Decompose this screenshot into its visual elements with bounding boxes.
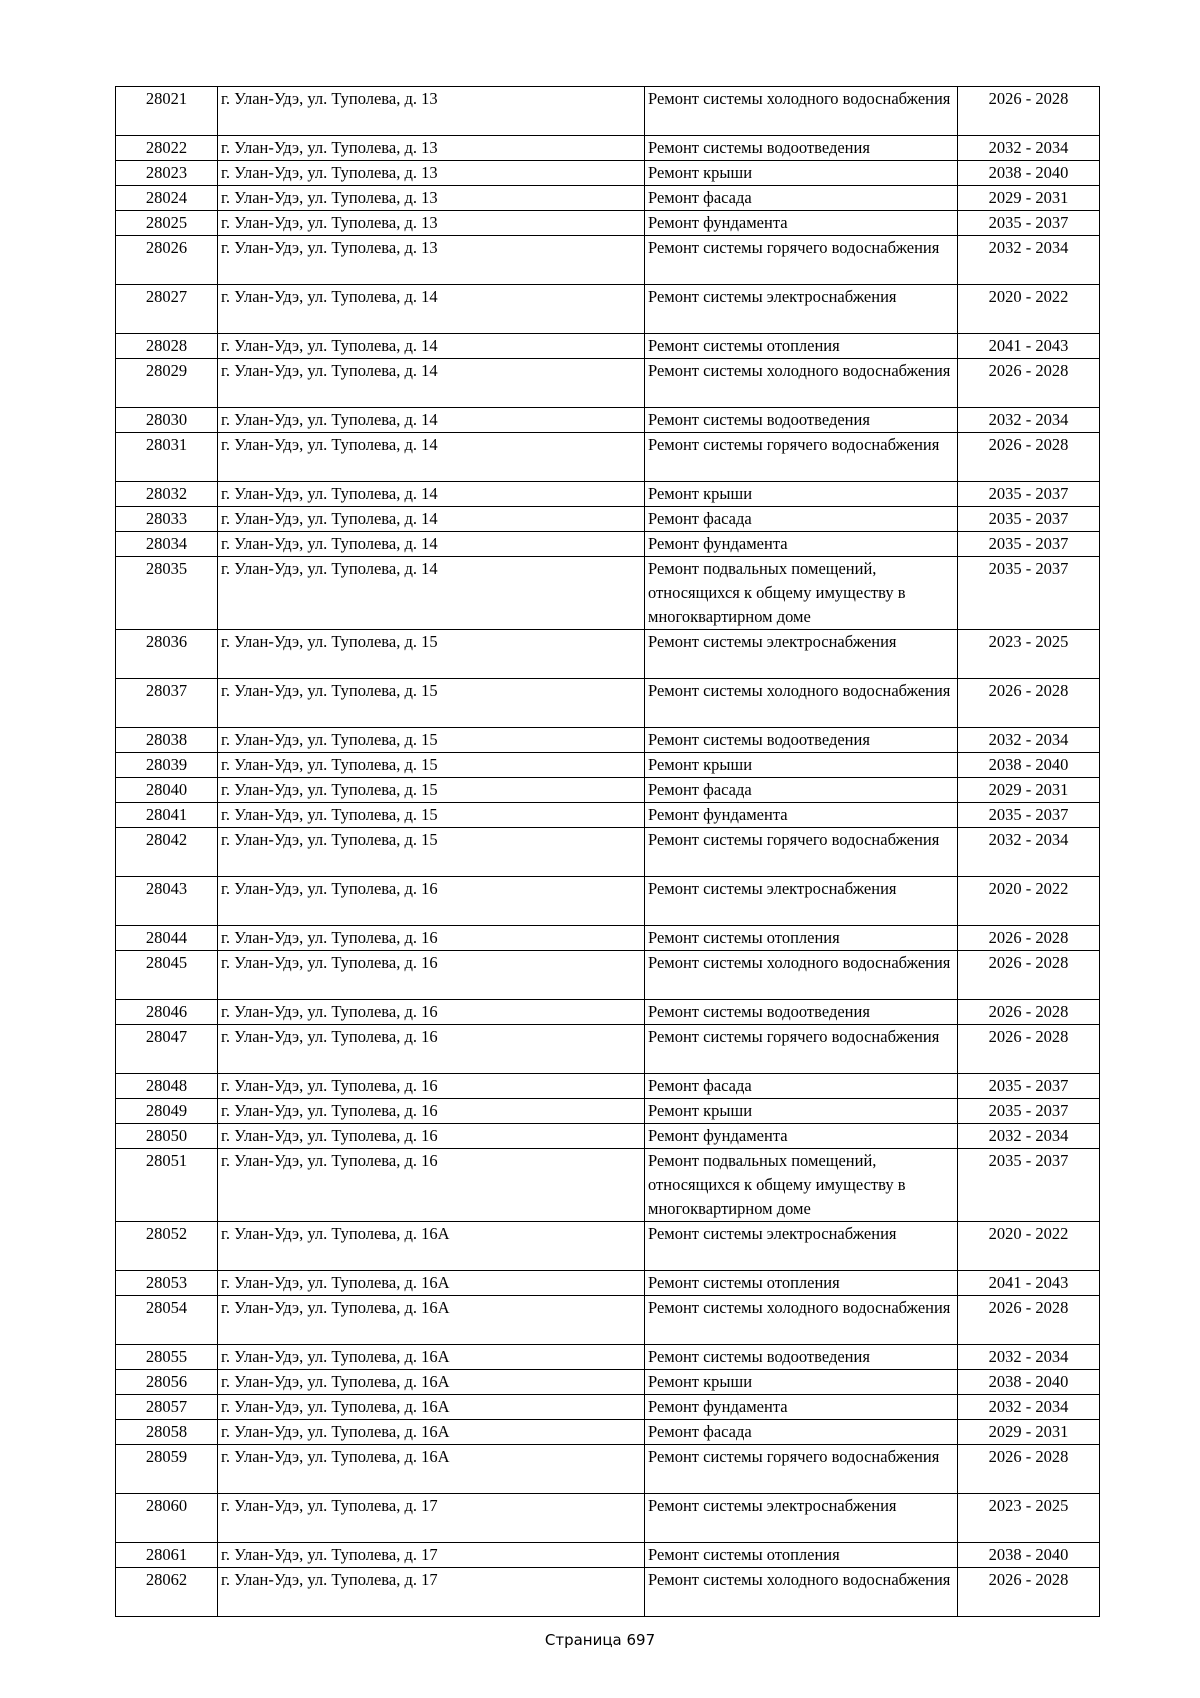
work-type-cell: Ремонт системы водоотведения [645,408,958,433]
period-cell: 2032 - 2034 [958,408,1100,433]
table-row [116,408,1100,433]
work-type-cell: Ремонт системы водоотведения [645,136,958,161]
work-type-cell: Ремонт подвальных помещений, относящихся к общему имуществу в многоквартирном доме [645,557,958,630]
work-type-cell: Ремонт системы горячего водоснабжения [645,1025,958,1074]
period-cell: 2032 - 2034 [958,828,1100,877]
work-type-cell: Ремонт системы отопления [645,334,958,359]
table-row [116,1445,1100,1494]
table-row [116,1000,1100,1025]
table-row [116,532,1100,557]
work-type-cell: Ремонт системы отопления [645,1543,958,1568]
table-row [116,211,1100,236]
address-cell: г. Улан-Удэ, ул. Туполева, д. 15 [218,753,645,778]
table-row [116,334,1100,359]
row-number-cell: 28028 [116,334,218,359]
period-cell: 2023 - 2025 [958,1494,1100,1543]
work-type-cell: Ремонт системы электроснабжения [645,285,958,334]
address-cell: г. Улан-Удэ, ул. Туполева, д. 13 [218,161,645,186]
row-number-cell: 28049 [116,1099,218,1124]
period-cell: 2035 - 2037 [958,557,1100,630]
row-number-cell: 28038 [116,728,218,753]
address-cell: г. Улан-Удэ, ул. Туполева, д. 15 [218,728,645,753]
row-number-cell: 28060 [116,1494,218,1543]
table-row [116,136,1100,161]
address-cell: г. Улан-Удэ, ул. Туполева, д. 16 [218,1000,645,1025]
address-cell: г. Улан-Удэ, ул. Туполева, д. 16А [218,1296,645,1345]
row-number-cell: 28056 [116,1370,218,1395]
period-cell: 2020 - 2022 [958,285,1100,334]
work-type-cell: Ремонт фасада [645,778,958,803]
table-row [116,186,1100,211]
work-type-cell: Ремонт фундамента [645,1395,958,1420]
period-cell: 2026 - 2028 [958,1568,1100,1617]
period-cell: 2035 - 2037 [958,507,1100,532]
address-cell: г. Улан-Удэ, ул. Туполева, д. 16 [218,926,645,951]
row-number-cell: 28050 [116,1124,218,1149]
period-cell: 2020 - 2022 [958,877,1100,926]
table-row [116,1296,1100,1345]
work-type-cell: Ремонт системы водоотведения [645,728,958,753]
table-row [116,285,1100,334]
work-type-cell: Ремонт системы электроснабжения [645,1494,958,1543]
address-cell: г. Улан-Удэ, ул. Туполева, д. 14 [218,433,645,482]
table-row [116,433,1100,482]
table-row [116,926,1100,951]
work-type-cell: Ремонт крыши [645,1370,958,1395]
address-cell: г. Улан-Удэ, ул. Туполева, д. 13 [218,236,645,285]
table-row [116,1370,1100,1395]
table-row [116,482,1100,507]
work-type-cell: Ремонт системы отопления [645,1271,958,1296]
work-type-cell: Ремонт фундамента [645,211,958,236]
table-row [116,1025,1100,1074]
table-row [116,236,1100,285]
period-cell: 2038 - 2040 [958,1543,1100,1568]
address-cell: г. Улан-Удэ, ул. Туполева, д. 16А [218,1395,645,1420]
address-cell: г. Улан-Удэ, ул. Туполева, д. 16А [218,1345,645,1370]
address-cell: г. Улан-Удэ, ул. Туполева, д. 16А [218,1271,645,1296]
period-cell: 2032 - 2034 [958,1124,1100,1149]
row-number-cell: 28045 [116,951,218,1000]
table-row [116,161,1100,186]
period-cell: 2026 - 2028 [958,1000,1100,1025]
table-row [116,951,1100,1000]
address-cell: г. Улан-Удэ, ул. Туполева, д. 15 [218,778,645,803]
row-number-cell: 28042 [116,828,218,877]
address-cell: г. Улан-Удэ, ул. Туполева, д. 16 [218,951,645,1000]
row-number-cell: 28039 [116,753,218,778]
address-cell: г. Улан-Удэ, ул. Туполева, д. 14 [218,532,645,557]
address-cell: г. Улан-Удэ, ул. Туполева, д. 17 [218,1494,645,1543]
work-type-cell: Ремонт крыши [645,161,958,186]
row-number-cell: 28057 [116,1395,218,1420]
period-cell: 2032 - 2034 [958,236,1100,285]
row-number-cell: 28048 [116,1074,218,1099]
row-number-cell: 28053 [116,1271,218,1296]
work-type-cell: Ремонт фасада [645,186,958,211]
address-cell: г. Улан-Удэ, ул. Туполева, д. 15 [218,630,645,679]
table-body [116,87,1100,1617]
table-row [116,1271,1100,1296]
row-number-cell: 28025 [116,211,218,236]
period-cell: 2020 - 2022 [958,1222,1100,1271]
address-cell: г. Улан-Удэ, ул. Туполева, д. 13 [218,186,645,211]
address-cell: г. Улан-Удэ, ул. Туполева, д. 16 [218,1124,645,1149]
period-cell: 2035 - 2037 [958,482,1100,507]
row-number-cell: 28037 [116,679,218,728]
table-row [116,1149,1100,1222]
row-number-cell: 28054 [116,1296,218,1345]
work-type-cell: Ремонт системы отопления [645,926,958,951]
work-type-cell: Ремонт системы холодного водоснабжения [645,1568,958,1617]
address-cell: г. Улан-Удэ, ул. Туполева, д. 14 [218,334,645,359]
row-number-cell: 28026 [116,236,218,285]
work-type-cell: Ремонт системы электроснабжения [645,1222,958,1271]
work-type-cell: Ремонт системы горячего водоснабжения [645,828,958,877]
row-number-cell: 28023 [116,161,218,186]
work-type-cell: Ремонт системы электроснабжения [645,630,958,679]
table-row [116,1345,1100,1370]
row-number-cell: 28047 [116,1025,218,1074]
period-cell: 2026 - 2028 [958,951,1100,1000]
period-cell: 2029 - 2031 [958,186,1100,211]
address-cell: г. Улан-Удэ, ул. Туполева, д. 16 [218,1025,645,1074]
row-number-cell: 28052 [116,1222,218,1271]
period-cell: 2035 - 2037 [958,211,1100,236]
period-cell: 2032 - 2034 [958,136,1100,161]
work-type-cell: Ремонт фундамента [645,532,958,557]
period-cell: 2035 - 2037 [958,1149,1100,1222]
table-row [116,753,1100,778]
address-cell: г. Улан-Удэ, ул. Туполева, д. 14 [218,507,645,532]
work-type-cell: Ремонт системы холодного водоснабжения [645,951,958,1000]
address-cell: г. Улан-Удэ, ул. Туполева, д. 16 [218,1099,645,1124]
address-cell: г. Улан-Удэ, ул. Туполева, д. 13 [218,136,645,161]
work-type-cell: Ремонт фасада [645,1074,958,1099]
table-row [116,728,1100,753]
work-type-cell: Ремонт фасада [645,1420,958,1445]
row-number-cell: 28043 [116,877,218,926]
table-row [116,1494,1100,1543]
row-number-cell: 28051 [116,1149,218,1222]
table-row [116,1395,1100,1420]
address-cell: г. Улан-Удэ, ул. Туполева, д. 16 [218,1074,645,1099]
address-cell: г. Улан-Удэ, ул. Туполева, д. 14 [218,408,645,433]
period-cell: 2026 - 2028 [958,359,1100,408]
row-number-cell: 28044 [116,926,218,951]
work-type-cell: Ремонт системы электроснабжения [645,877,958,926]
row-number-cell: 28034 [116,532,218,557]
row-number-cell: 28035 [116,557,218,630]
row-number-cell: 28022 [116,136,218,161]
work-type-cell: Ремонт фундамента [645,1124,958,1149]
row-number-cell: 28041 [116,803,218,828]
table-row [116,803,1100,828]
table-row [116,1222,1100,1271]
row-number-cell: 28046 [116,1000,218,1025]
period-cell: 2038 - 2040 [958,1370,1100,1395]
period-cell: 2026 - 2028 [958,679,1100,728]
table-row [116,1099,1100,1124]
address-cell: г. Улан-Удэ, ул. Туполева, д. 17 [218,1568,645,1617]
period-cell: 2026 - 2028 [958,1025,1100,1074]
work-type-cell: Ремонт системы холодного водоснабжения [645,359,958,408]
address-cell: г. Улан-Удэ, ул. Туполева, д. 14 [218,359,645,408]
period-cell: 2029 - 2031 [958,1420,1100,1445]
period-cell: 2038 - 2040 [958,161,1100,186]
work-type-cell: Ремонт системы водоотведения [645,1345,958,1370]
address-cell: г. Улан-Удэ, ул. Туполева, д. 13 [218,87,645,136]
address-cell: г. Улан-Удэ, ул. Туполева, д. 16 [218,877,645,926]
period-cell: 2026 - 2028 [958,1296,1100,1345]
row-number-cell: 28024 [116,186,218,211]
period-cell: 2038 - 2040 [958,753,1100,778]
table-row [116,778,1100,803]
table-row [116,507,1100,532]
address-cell: г. Улан-Удэ, ул. Туполева, д. 15 [218,803,645,828]
period-cell: 2035 - 2037 [958,1099,1100,1124]
table-row [116,828,1100,877]
address-cell: г. Улан-Удэ, ул. Туполева, д. 14 [218,557,645,630]
address-cell: г. Улан-Удэ, ул. Туполева, д. 14 [218,285,645,334]
work-type-cell: Ремонт фасада [645,507,958,532]
row-number-cell: 28027 [116,285,218,334]
address-cell: г. Улан-Удэ, ул. Туполева, д. 16А [218,1370,645,1395]
period-cell: 2035 - 2037 [958,803,1100,828]
table-row [116,557,1100,630]
row-number-cell: 28058 [116,1420,218,1445]
row-number-cell: 28032 [116,482,218,507]
period-cell: 2026 - 2028 [958,1445,1100,1494]
address-cell: г. Улан-Удэ, ул. Туполева, д. 13 [218,211,645,236]
address-cell: г. Улан-Удэ, ул. Туполева, д. 16А [218,1445,645,1494]
period-cell: 2023 - 2025 [958,630,1100,679]
work-type-cell: Ремонт крыши [645,753,958,778]
period-cell: 2035 - 2037 [958,1074,1100,1099]
work-type-cell: Ремонт системы холодного водоснабжения [645,87,958,136]
table-row [116,1124,1100,1149]
work-type-cell: Ремонт системы холодного водоснабжения [645,679,958,728]
row-number-cell: 28040 [116,778,218,803]
work-type-cell: Ремонт подвальных помещений, относящихся к общему имуществу в многоквартирном доме [645,1149,958,1222]
period-cell: 2035 - 2037 [958,532,1100,557]
row-number-cell: 28031 [116,433,218,482]
period-cell: 2041 - 2043 [958,1271,1100,1296]
work-type-cell: Ремонт системы холодного водоснабжения [645,1296,958,1345]
period-cell: 2026 - 2028 [958,87,1100,136]
work-type-cell: Ремонт фундамента [645,803,958,828]
period-cell: 2026 - 2028 [958,926,1100,951]
row-number-cell: 28029 [116,359,218,408]
row-number-cell: 28059 [116,1445,218,1494]
period-cell: 2032 - 2034 [958,1395,1100,1420]
address-cell: г. Улан-Удэ, ул. Туполева, д. 14 [218,482,645,507]
period-cell: 2026 - 2028 [958,433,1100,482]
row-number-cell: 28033 [116,507,218,532]
table-row [116,1420,1100,1445]
row-number-cell: 28036 [116,630,218,679]
row-number-cell: 28030 [116,408,218,433]
row-number-cell: 28021 [116,87,218,136]
address-cell: г. Улан-Удэ, ул. Туполева, д. 16А [218,1420,645,1445]
works-table [115,86,1100,1617]
table-row [116,87,1100,136]
row-number-cell: 28055 [116,1345,218,1370]
row-number-cell: 28061 [116,1543,218,1568]
page-number: Страница 697 [544,1631,656,1649]
work-type-cell: Ремонт системы горячего водоснабжения [645,433,958,482]
work-type-cell: Ремонт крыши [645,1099,958,1124]
table-row [116,679,1100,728]
address-cell: г. Улан-Удэ, ул. Туполева, д. 17 [218,1543,645,1568]
work-type-cell: Ремонт системы горячего водоснабжения [645,236,958,285]
table-row [116,1543,1100,1568]
address-cell: г. Улан-Удэ, ул. Туполева, д. 15 [218,679,645,728]
period-cell: 2029 - 2031 [958,778,1100,803]
table-row [116,1568,1100,1617]
table-row [116,359,1100,408]
work-type-cell: Ремонт системы горячего водоснабжения [645,1445,958,1494]
address-cell: г. Улан-Удэ, ул. Туполева, д. 16А [218,1222,645,1271]
table-row [116,1074,1100,1099]
period-cell: 2032 - 2034 [958,728,1100,753]
table-row [116,630,1100,679]
period-cell: 2032 - 2034 [958,1345,1100,1370]
period-cell: 2041 - 2043 [958,334,1100,359]
table-row [116,877,1100,926]
row-number-cell: 28062 [116,1568,218,1617]
work-type-cell: Ремонт крыши [645,482,958,507]
work-type-cell: Ремонт системы водоотведения [645,1000,958,1025]
address-cell: г. Улан-Удэ, ул. Туполева, д. 15 [218,828,645,877]
address-cell: г. Улан-Удэ, ул. Туполева, д. 16 [218,1149,645,1222]
